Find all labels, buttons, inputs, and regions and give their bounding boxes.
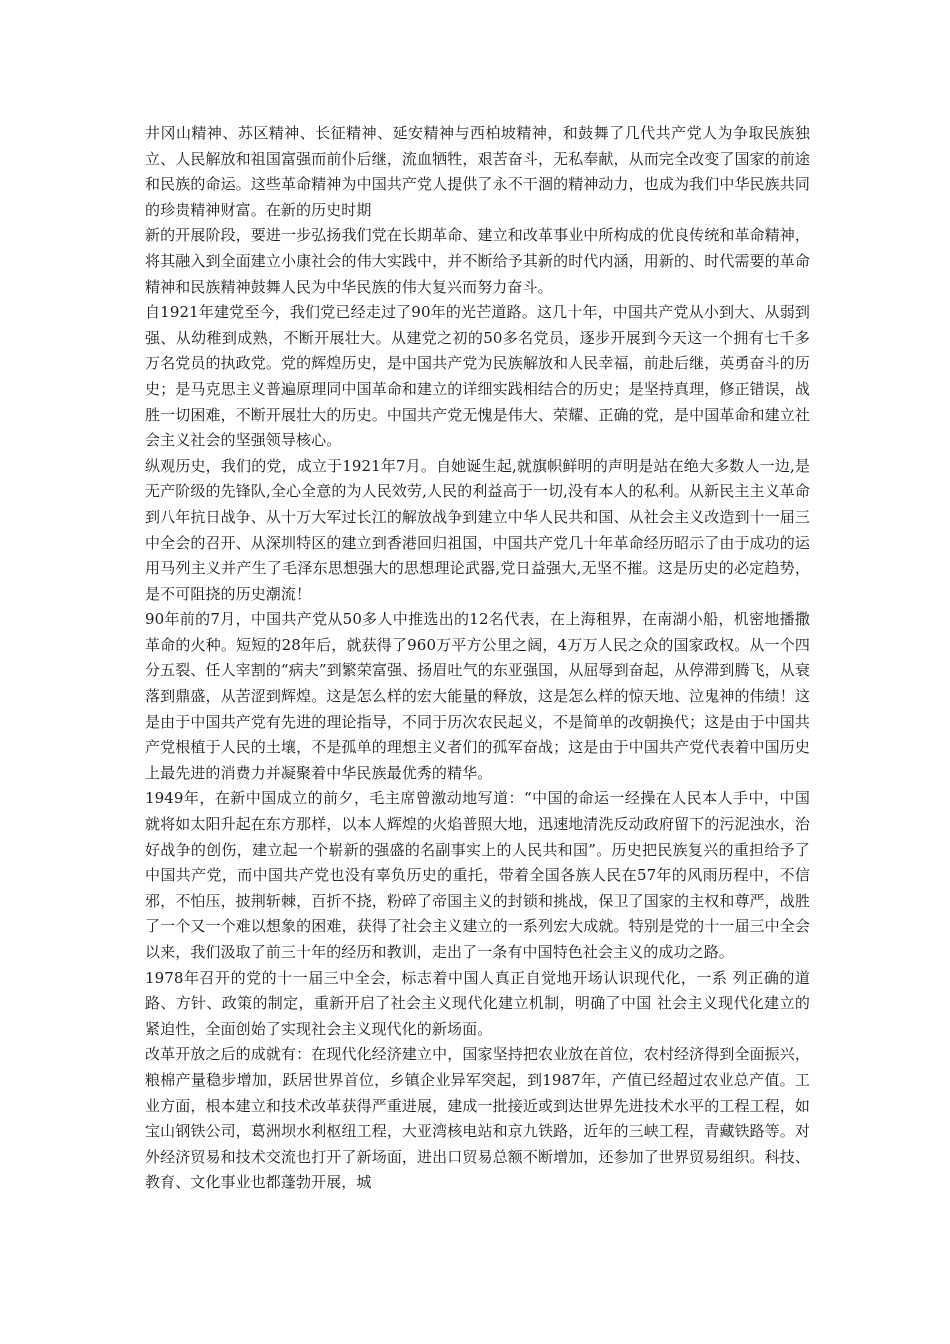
document-body <box>145 121 810 1196</box>
paragraph-party-founding: 纵观历史，我们的党，成立于1921年7月。自她诞生起,就旗帜鲜明的声明是站在绝大多数人一边,是无产阶级的先锋队,全心全意的为人民效劳,人民的利益高于一切,没有本人的私利。从新民主主义革命到八年抗日战争、从十万大军过长江的解放战争到建立中华人民共和国、从社会主义改造到十一届三中全会的召开、从深圳特区的建立到香港回归祖国，中国共产党几十年革命经历昭示了由于成功的运用马列主义并产生了毛泽东思想强大的思想理论武器,党日益强大,无坚不摧。这是历史的必定趋势，是不可阻挠的历史潮流！ <box>145 456 810 603</box>
paragraph-reform-achievements: 改革开放之后的成就有：在现代化经济建立中，国家坚持把农业放在首位，农村经济得到全面振兴，粮棉产量稳步增加，跃居世界首位，乡镇企业异军突起，到1987年，产值已经超过农业总产值。工业方面，根本建立和技术改革获得严重进展，建成一批接近或到达世界先进技术水平的工程工程，如宝山钢铁公司，葛洲坝水利枢纽工程，大亚湾核电站和京九铁路，近年的三峡工程，青藏铁路等。对外经济贸易和技术交流也打开了新场面，进出口贸易总额不断增加，还参加了世界贸易组织。科技、教育、文化事业也都蓬勃开展，城 <box>145 1045 810 1192</box>
paragraph-ninety-years: 90年前的7月，中国共产党从50多人中推选出的12名代表，在上海租界，在南湖小船，机密地播撒革命的火种。短短的28年后，就获得了960万平方公里之阔，4万万人民之众的国家政权。从一个四分五裂、任人宰割的“病夫”到繁荣富强、扬眉吐气的东亚强国，从屈辱到奋起，从停滞到腾飞，从衰落到鼎盛，从苦涩到辉煌。这是怎么样的宏大能量的释放，这是怎么样的惊天地、泣鬼神的伟绩！这是由于中国共产党有先进的理论指导，不同于历次农民起义，不是简单的改朝换代；这是由于中国共产党根植于人民的土壤，不是孤单的理想主义者们的孤军奋战；这是由于中国共产党代表着中国历史上最先进的消费力并凝聚着中华民族最优秀的精华。 <box>145 610 810 782</box>
paragraph-new-stage: 新的开展阶段，要进一步弘扬我们党在长期革命、建立和改革事业中所构成的优良传统和革命精神，将其融入到全面建立小康社会的伟大实践中，并不断给予其新的时代内涵，用新的、时代需要的革命精神和民族精神鼓舞人民为中华民族的伟大复兴而努力奋斗。 <box>145 226 810 296</box>
paragraph-revolutionary-spirits: 井冈山精神、苏区精神、长征精神、延安精神与西柏坡精神，和鼓舞了几代共产党人为争取民族独立、人民解放和祖国富强而前仆后继，流血牺牲，艰苦奋斗，无私奉献，从而完全改变了国家的前途和民族的命运。这些革命精神为中国共产党人提供了永不干涸的精神动力，也成为我们中华民族共同的珍贵精神财富。在新的历史时期 <box>145 124 810 219</box>
paragraph-1949: 1949年，在新中国成立的前夕，毛主席曾激动地写道：“中国的命运一经操在人民本人手中，中国就将如太阳升起在东方那样，以本人辉煌的火焰普照大地，迅速地清洗反动政府留下的污泥浊水，治好战争的创伤，建立起一个崭新的强盛的名副事实上的人民共和国”。历史把民族复兴的重担给予了中国共产党，而中国共产党也没有辜负历史的重托，带着全国各族人民在57年的风雨历程中，不信邪，不怕压，披荆斩棘，百折不挠，粉碎了帝国主义的封锁和挑战，保卫了国家的主权和尊严，战胜了一个又一个难以想象的困难，获得了社会主义建立的一系列宏大成就。特别是党的十一届三中全会以来，我们汲取了前三十年的经历和教训，走出了一条有中国特色社会主义的成功之路。 <box>145 789 810 961</box>
paragraph-1978-plenum: 1978年召开的党的十一届三中全会，标志着中国人真正自觉地开场认识现代化，一系 列正确的道路、方针、政策的制定，重新开启了社会主义现代化建立机制，明确了中国 社会主义现代化建立的紧迫性，全面创始了实现社会主义现代化的新场面。 <box>145 968 810 1038</box>
paragraph-party-history: 自1921年建党至今，我们党已经走过了90年的光芒道路。这几十年，中国共产党从小到大、从弱到强、从幼稚到成熟，不断开展壮大。从建党之初的50多名党员，逐步开展到今天这一个拥有七千多万名党员的执政党。党的辉煌历史，是中国共产党为民族解放和人民幸福，前赴后继，英勇奋斗的历史；是马克思主义普遍原理同中国革命和建立的详细实践相结合的历史；是坚持真理，修正错误，战胜一切困难，不断开展壮大的历史。中国共产党无愧是伟大、荣耀、正确的党，是中国革命和建立社会主义社会的坚强领导核心。 <box>145 303 810 450</box>
